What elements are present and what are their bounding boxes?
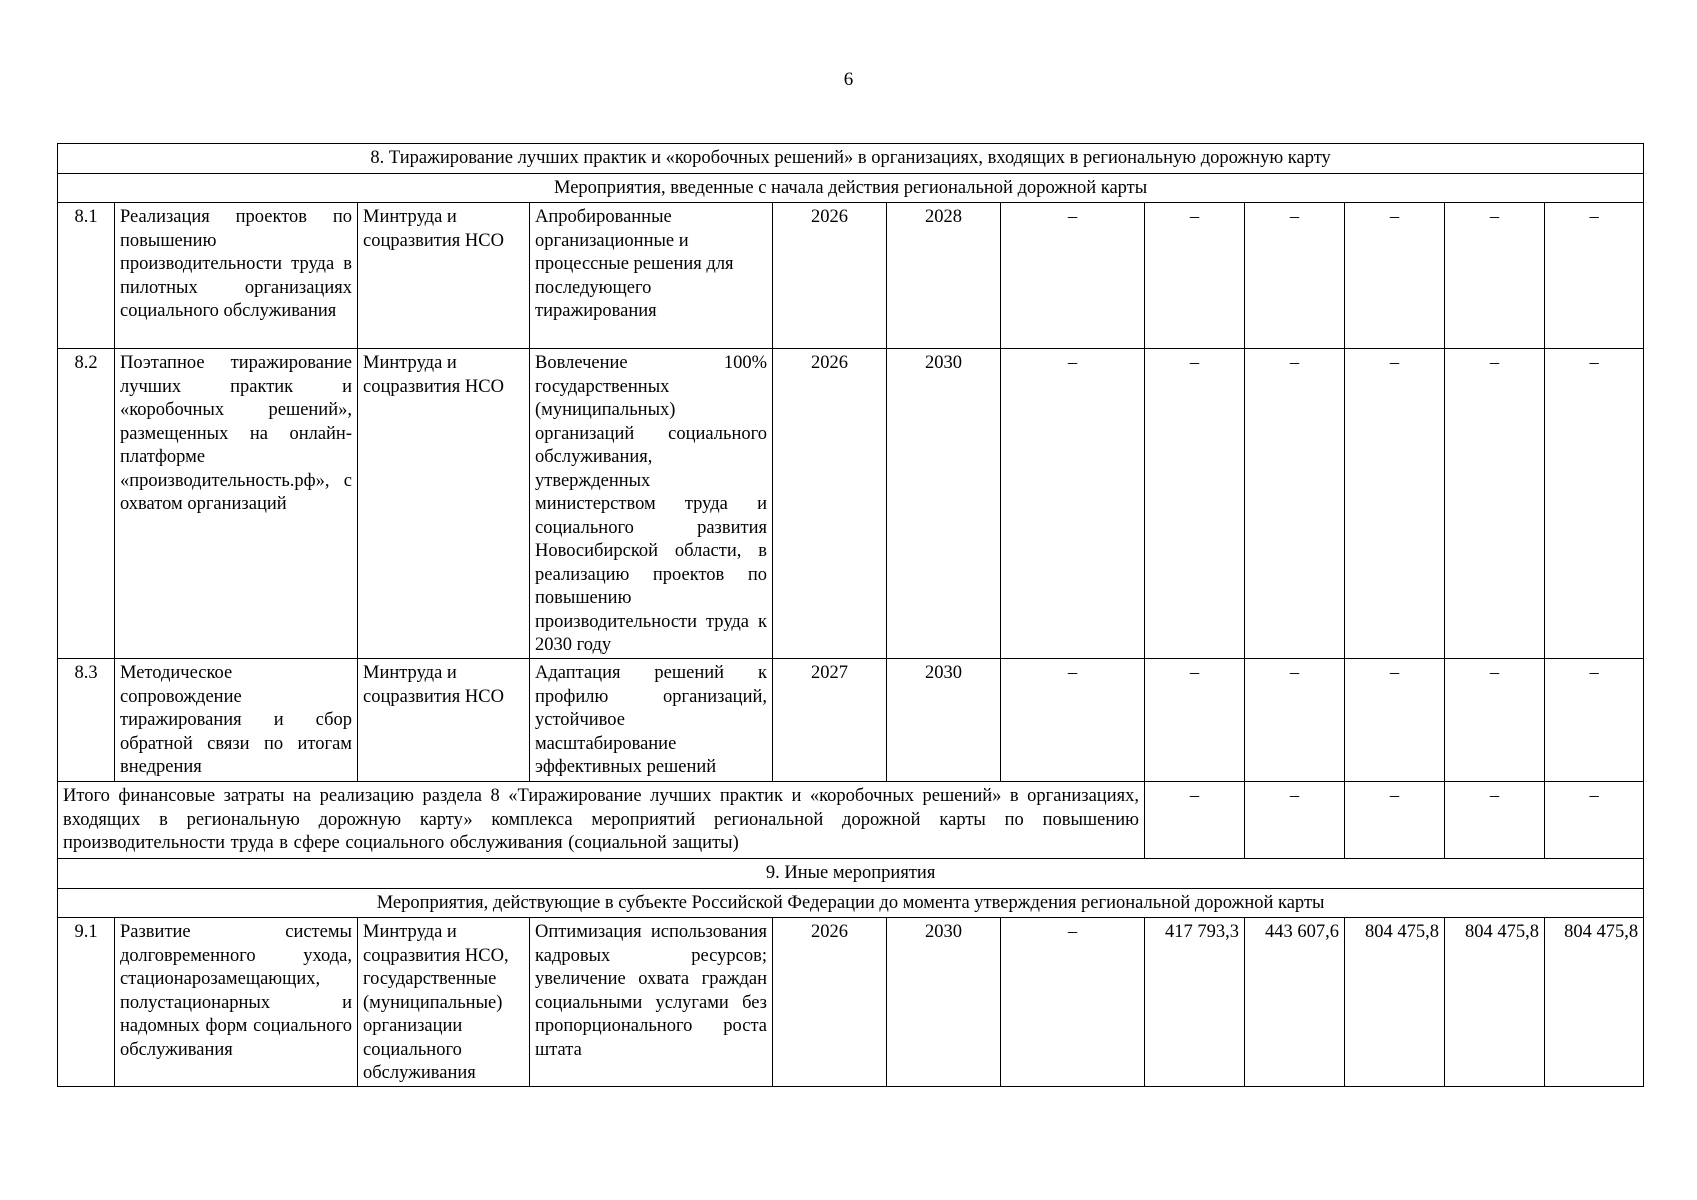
value-cell: – [1145, 203, 1245, 349]
section-9-title: 9. Иные мероприятия [58, 859, 1644, 889]
value-cell: 804 475,8 [1345, 918, 1445, 1087]
value-cell: – [1145, 349, 1245, 659]
page-number: 6 [843, 69, 854, 90]
total-value-cell: – [1245, 782, 1345, 859]
value-cell: – [1545, 659, 1644, 782]
value-cell: 443 607,6 [1245, 918, 1345, 1087]
expected-result: Апробированные организационные и процессные решения для последующего тиражирования [530, 203, 773, 349]
value-cell: – [1445, 659, 1545, 782]
value-cell: – [1001, 349, 1145, 659]
total-value-cell: – [1145, 782, 1245, 859]
executor: Минтруда и соцразвития НСО [358, 203, 530, 349]
total-value-cell: – [1445, 782, 1545, 859]
value-cell: – [1345, 203, 1445, 349]
table-row [58, 918, 1644, 1087]
row-number: 8.2 [58, 349, 115, 659]
start-year: 2027 [773, 659, 887, 782]
start-year: 2026 [773, 349, 887, 659]
executor: Минтруда и соцразвития НСО [358, 659, 530, 782]
value-cell: – [1545, 349, 1644, 659]
value-cell: – [1145, 659, 1245, 782]
activity-name: Методическое сопровождение тиражирования и сбор обратной связи по итогам внедрения [115, 659, 358, 782]
total-value-cell: – [1345, 782, 1445, 859]
end-year: 2030 [887, 918, 1001, 1087]
section-8-total-row [58, 782, 1644, 859]
activity-name: Развитие системы долговременного ухода, стационарозамещающих, полустационарных и надомных форм социального обслуживания [115, 918, 358, 1087]
activity-name: Поэтапное тиражирование лучших практик и «коробочных решений», размещенных на онлайн-платформе «производительность.рф», с охватом организаций [115, 349, 358, 659]
value-cell: – [1445, 349, 1545, 659]
value-cell: – [1345, 659, 1445, 782]
value-cell: – [1001, 918, 1145, 1087]
value-cell: – [1445, 203, 1545, 349]
roadmap-table [57, 143, 1644, 1087]
total-value-cell: – [1545, 782, 1644, 859]
section-8-subtitle: Мероприятия, введенные с начала действия региональной дорожной карты [58, 173, 1644, 203]
end-year: 2030 [887, 349, 1001, 659]
section-8-subtitle-row [58, 173, 1644, 203]
activity-name: Реализация проектов по повышению производительности труда в пилотных организациях социального обслуживания [115, 203, 358, 349]
executor: Минтруда и соцразвития НСО [358, 349, 530, 659]
value-cell: 417 793,3 [1145, 918, 1245, 1087]
row-number: 8.1 [58, 203, 115, 349]
value-cell: – [1001, 659, 1145, 782]
value-cell: – [1545, 203, 1644, 349]
end-year: 2028 [887, 203, 1001, 349]
expected-result: Вовлечение 100% государственных (муниципальных) организаций социального обслуживания, утвержденных министерством труда и социального развития Новосибирской области, в реализацию проектов по повышению производительности труда к 2030 году [530, 349, 773, 659]
table-row [58, 203, 1644, 349]
value-cell: 804 475,8 [1545, 918, 1644, 1087]
row-number: 9.1 [58, 918, 115, 1087]
value-cell: – [1245, 203, 1345, 349]
value-cell: – [1345, 349, 1445, 659]
executor: Минтруда и соцразвития НСО, государственные (муниципальные) организации социального обслуживания [358, 918, 530, 1087]
value-cell: – [1245, 659, 1345, 782]
expected-result: Оптимизация использования кадровых ресурсов; увеличение охвата граждан социальными услугами без пропорционального роста штата [530, 918, 773, 1087]
start-year: 2026 [773, 203, 887, 349]
start-year: 2026 [773, 918, 887, 1087]
value-cell: – [1001, 203, 1145, 349]
table-row [58, 659, 1644, 782]
end-year: 2030 [887, 659, 1001, 782]
total-label: Итого финансовые затраты на реализацию раздела 8 «Тиражирование лучших практик и «коробочных решений» в организациях, входящих в региональную дорожную карту» комплекса мероприятий региональной дорожной карты по повышению производительности труда в сфере социального обслуживания (социальной защиты) [58, 782, 1145, 859]
section-8-title-row [58, 144, 1644, 174]
value-cell: – [1245, 349, 1345, 659]
table-row [58, 349, 1644, 659]
section-9-title-row [58, 859, 1644, 889]
section-9-subtitle-row [58, 888, 1644, 918]
value-cell: 804 475,8 [1445, 918, 1545, 1087]
row-number: 8.3 [58, 659, 115, 782]
section-8-title: 8. Тиражирование лучших практик и «коробочных решений» в организациях, входящих в региональную дорожную карту [58, 144, 1644, 174]
expected-result: Адаптация решений к профилю организаций, устойчивое масштабирование эффективных решений [530, 659, 773, 782]
section-9-subtitle: Мероприятия, действующие в субъекте Российской Федерации до момента утверждения региональной дорожной карты [58, 888, 1644, 918]
